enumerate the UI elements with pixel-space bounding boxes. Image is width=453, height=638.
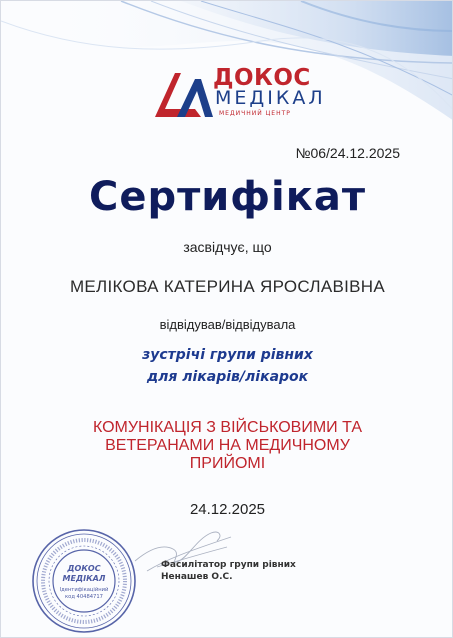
stamp-text: Ідентифікаційний: [59, 587, 109, 593]
certificate-date: 24.12.2025: [189, 501, 266, 518]
certificate-number: №06/24.12.2025: [295, 145, 400, 161]
logo-subname: МЕДІКАЛ: [215, 87, 326, 109]
facilitator-block: [161, 559, 296, 583]
stamp-text: ДОКОС: [67, 564, 101, 573]
logo-name: ДОКОС: [213, 65, 311, 91]
event-line: для лікарів/лікарок: [146, 369, 309, 385]
clinic-logo: [151, 65, 326, 121]
topic-line: КОМУНІКАЦІЯ З ВІЙСЬКОВИМИ ТА: [92, 419, 363, 436]
stamp-icon: [29, 527, 139, 635]
stamp-text: МЕДІКАЛ: [62, 574, 106, 583]
event-line: зустрічі групи рівних: [142, 347, 313, 363]
topic-line: ВЕТЕРАНАМИ НА МЕДИЧНОМУ: [105, 437, 350, 454]
recipient-name: МЕЛІКОВА КАТЕРИНА ЯРОСЛАВІВНА: [69, 277, 386, 296]
facilitator-name: Ненашев О.С.: [161, 572, 233, 582]
facilitator-role: Фасилітатор групи рівних: [161, 560, 296, 570]
attended-text: відвідував/відвідувала: [159, 317, 296, 332]
certificate-title: Сертифікат: [88, 174, 367, 220]
logo-mark-icon: [151, 65, 215, 121]
certifies-text: засвідчує, що: [183, 239, 272, 255]
stamp-text: код 40484717: [65, 594, 103, 600]
logo-tagline: МЕДИЧНИЙ ЦЕНТР: [219, 110, 291, 117]
topic-line: ПРИЙОМІ: [189, 455, 266, 472]
